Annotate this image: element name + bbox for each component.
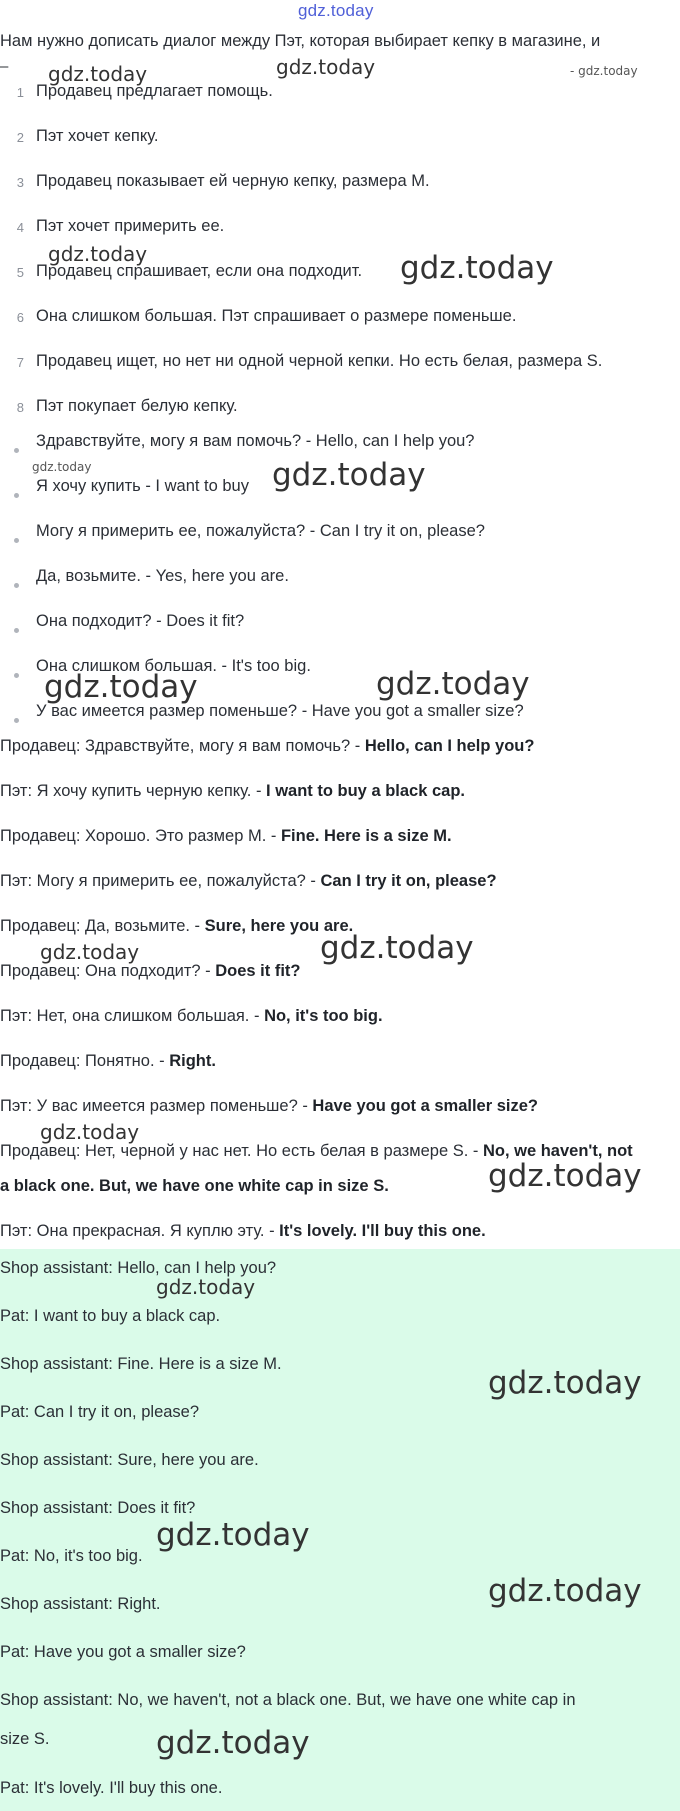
dialog-line: Пэт: Она прекрасная. Я куплю эту. - It's lovely. I'll buy this one. (0, 1222, 486, 1240)
english-dialog-panel (0, 1249, 680, 1811)
step-number: 3 (16, 175, 24, 190)
site-logo[interactable]: gdz.today (298, 1, 374, 20)
dialog-line: Продавец: Хорошо. Это размер М. - Fine. Here is a size M. (0, 827, 452, 845)
watermark: gdz.today (400, 250, 554, 286)
phrase-item: У вас имеется размер поменьше? - Have you got a smaller size? (36, 702, 524, 720)
watermark: gdz.today (156, 1517, 310, 1553)
step-number: 6 (16, 310, 24, 325)
phrase-item: Она подходит? - Does it fit? (36, 612, 245, 630)
step-number: 2 (16, 130, 24, 145)
step-text: Она слишком большая. Пэт спрашивает о размере поменьше. (36, 307, 517, 325)
watermark: gdz.today (156, 1725, 310, 1761)
dialog-en-line: Shop assistant: Fine. Here is a size M. (0, 1355, 282, 1373)
watermark: gdz.today (376, 666, 530, 702)
step-number: 5 (16, 265, 24, 280)
step-number: 4 (16, 220, 24, 235)
watermark: gdz.today (272, 457, 426, 493)
dialog-line: Пэт: Могу я примерить ее, пожалуйста? - Can I try it on, please? (0, 872, 497, 890)
dialog-en-line: Pat: Can I try it on, please? (0, 1403, 200, 1421)
dialog-en-line: Pat: Have you got a smaller size? (0, 1643, 246, 1661)
dialog-line: Пэт: Нет, она слишком большая. - No, it's too big. (0, 1007, 383, 1025)
dialog-line: Пэт: Я хочу купить черную кепку. - I want to buy a black cap. (0, 782, 465, 800)
bullet-dot (14, 493, 19, 498)
watermark: gdz.today (156, 1275, 256, 1299)
bullet-dot (14, 718, 19, 723)
bullet-dot (14, 448, 19, 453)
phrase-item: Она слишком большая. - It's too big. (36, 657, 311, 675)
watermark: gdz.today (44, 669, 198, 705)
bullet-dot (14, 673, 19, 678)
dialog-en-line: Pat: It's lovely. I'll buy this one. (0, 1779, 223, 1797)
phrase-item: Да, возьмите. - Yes, here you are. (36, 567, 289, 585)
phrase-item: Я хочу купить - I want to buy (36, 477, 249, 495)
dialog-en-line: Shop assistant: Sure, here you are. (0, 1451, 259, 1469)
watermark: gdz.today (276, 55, 376, 79)
dialog-line-wrap: a black one. But, we have one white cap in size S. (0, 1177, 389, 1195)
dialog-line: Продавец: Да, возьмите. - Sure, here you are. (0, 917, 354, 935)
step-number: 7 (16, 355, 24, 370)
intro-dash: – (0, 58, 9, 75)
dialog-en-line: Shop assistant: No, we haven't, not a black one. But, we have one white cap in (0, 1691, 576, 1709)
watermark: - gdz.today (570, 64, 638, 78)
step-text: Продавец показывает ей черную кепку, размера М. (36, 172, 430, 190)
dialog-line: Продавец: Понятно. - Right. (0, 1052, 216, 1070)
dialog-en-line: Shop assistant: Hello, can I help you? (0, 1259, 277, 1277)
step-text: Продавец ищет, но нет ни одной черной кепки. Но есть белая, размера S. (36, 352, 603, 370)
dialog-en-line: Shop assistant: Does it fit? (0, 1499, 196, 1517)
watermark: gdz.today (48, 62, 148, 86)
bullet-dot (14, 583, 19, 588)
dialog-line: Продавец: Здравствуйте, могу я вам помочь? - Hello, can I help you? (0, 737, 535, 755)
bullet-dot (14, 538, 19, 543)
watermark: gdz.today (40, 940, 140, 964)
step-text: Продавец предлагает помощь. (36, 82, 273, 100)
step-text: Пэт хочет примерить ее. (36, 217, 225, 235)
step-text: Продавец спрашивает, если она подходит. (36, 262, 363, 280)
watermark: gdz.today (40, 1120, 140, 1144)
dialog-en-line: Pat: No, it's too big. (0, 1547, 143, 1565)
intro-text: Нам нужно дописать диалог между Пэт, которая выбирает кепку в магазине, и (0, 32, 601, 50)
watermark: gdz.today (320, 930, 474, 966)
dialog-line: Продавец: Она подходит? - Does it fit? (0, 962, 301, 980)
step-text: Пэт хочет кепку. (36, 127, 159, 145)
dialog-line: Пэт: У вас имеется размер поменьше? - Have you got a smaller size? (0, 1097, 539, 1115)
step-number: 1 (16, 85, 24, 100)
dialog-en-line: Shop assistant: Right. (0, 1595, 161, 1613)
dialog-en-line: Pat: I want to buy a black cap. (0, 1307, 221, 1325)
step-text: Пэт покупает белую кепку. (36, 397, 238, 415)
watermark: gdz.today (488, 1158, 642, 1194)
phrase-item: Могу я примерить ее, пожалуйста? - Can I try it on, please? (36, 522, 485, 540)
watermark: gdz.today (48, 242, 148, 266)
watermark: gdz.today (32, 460, 92, 474)
step-number: 8 (16, 400, 24, 415)
bullet-dot (14, 628, 19, 633)
watermark: gdz.today (488, 1573, 642, 1609)
phrase-item: Здравствуйте, могу я вам помочь? - Hello, can I help you? (36, 432, 475, 450)
watermark: gdz.today (488, 1365, 642, 1401)
dialog-en-line-wrap: size S. (0, 1730, 50, 1748)
dialog-line: Продавец: Нет, черной у нас нет. Но есть белая в размере S. - No, we haven't, not (0, 1142, 633, 1160)
